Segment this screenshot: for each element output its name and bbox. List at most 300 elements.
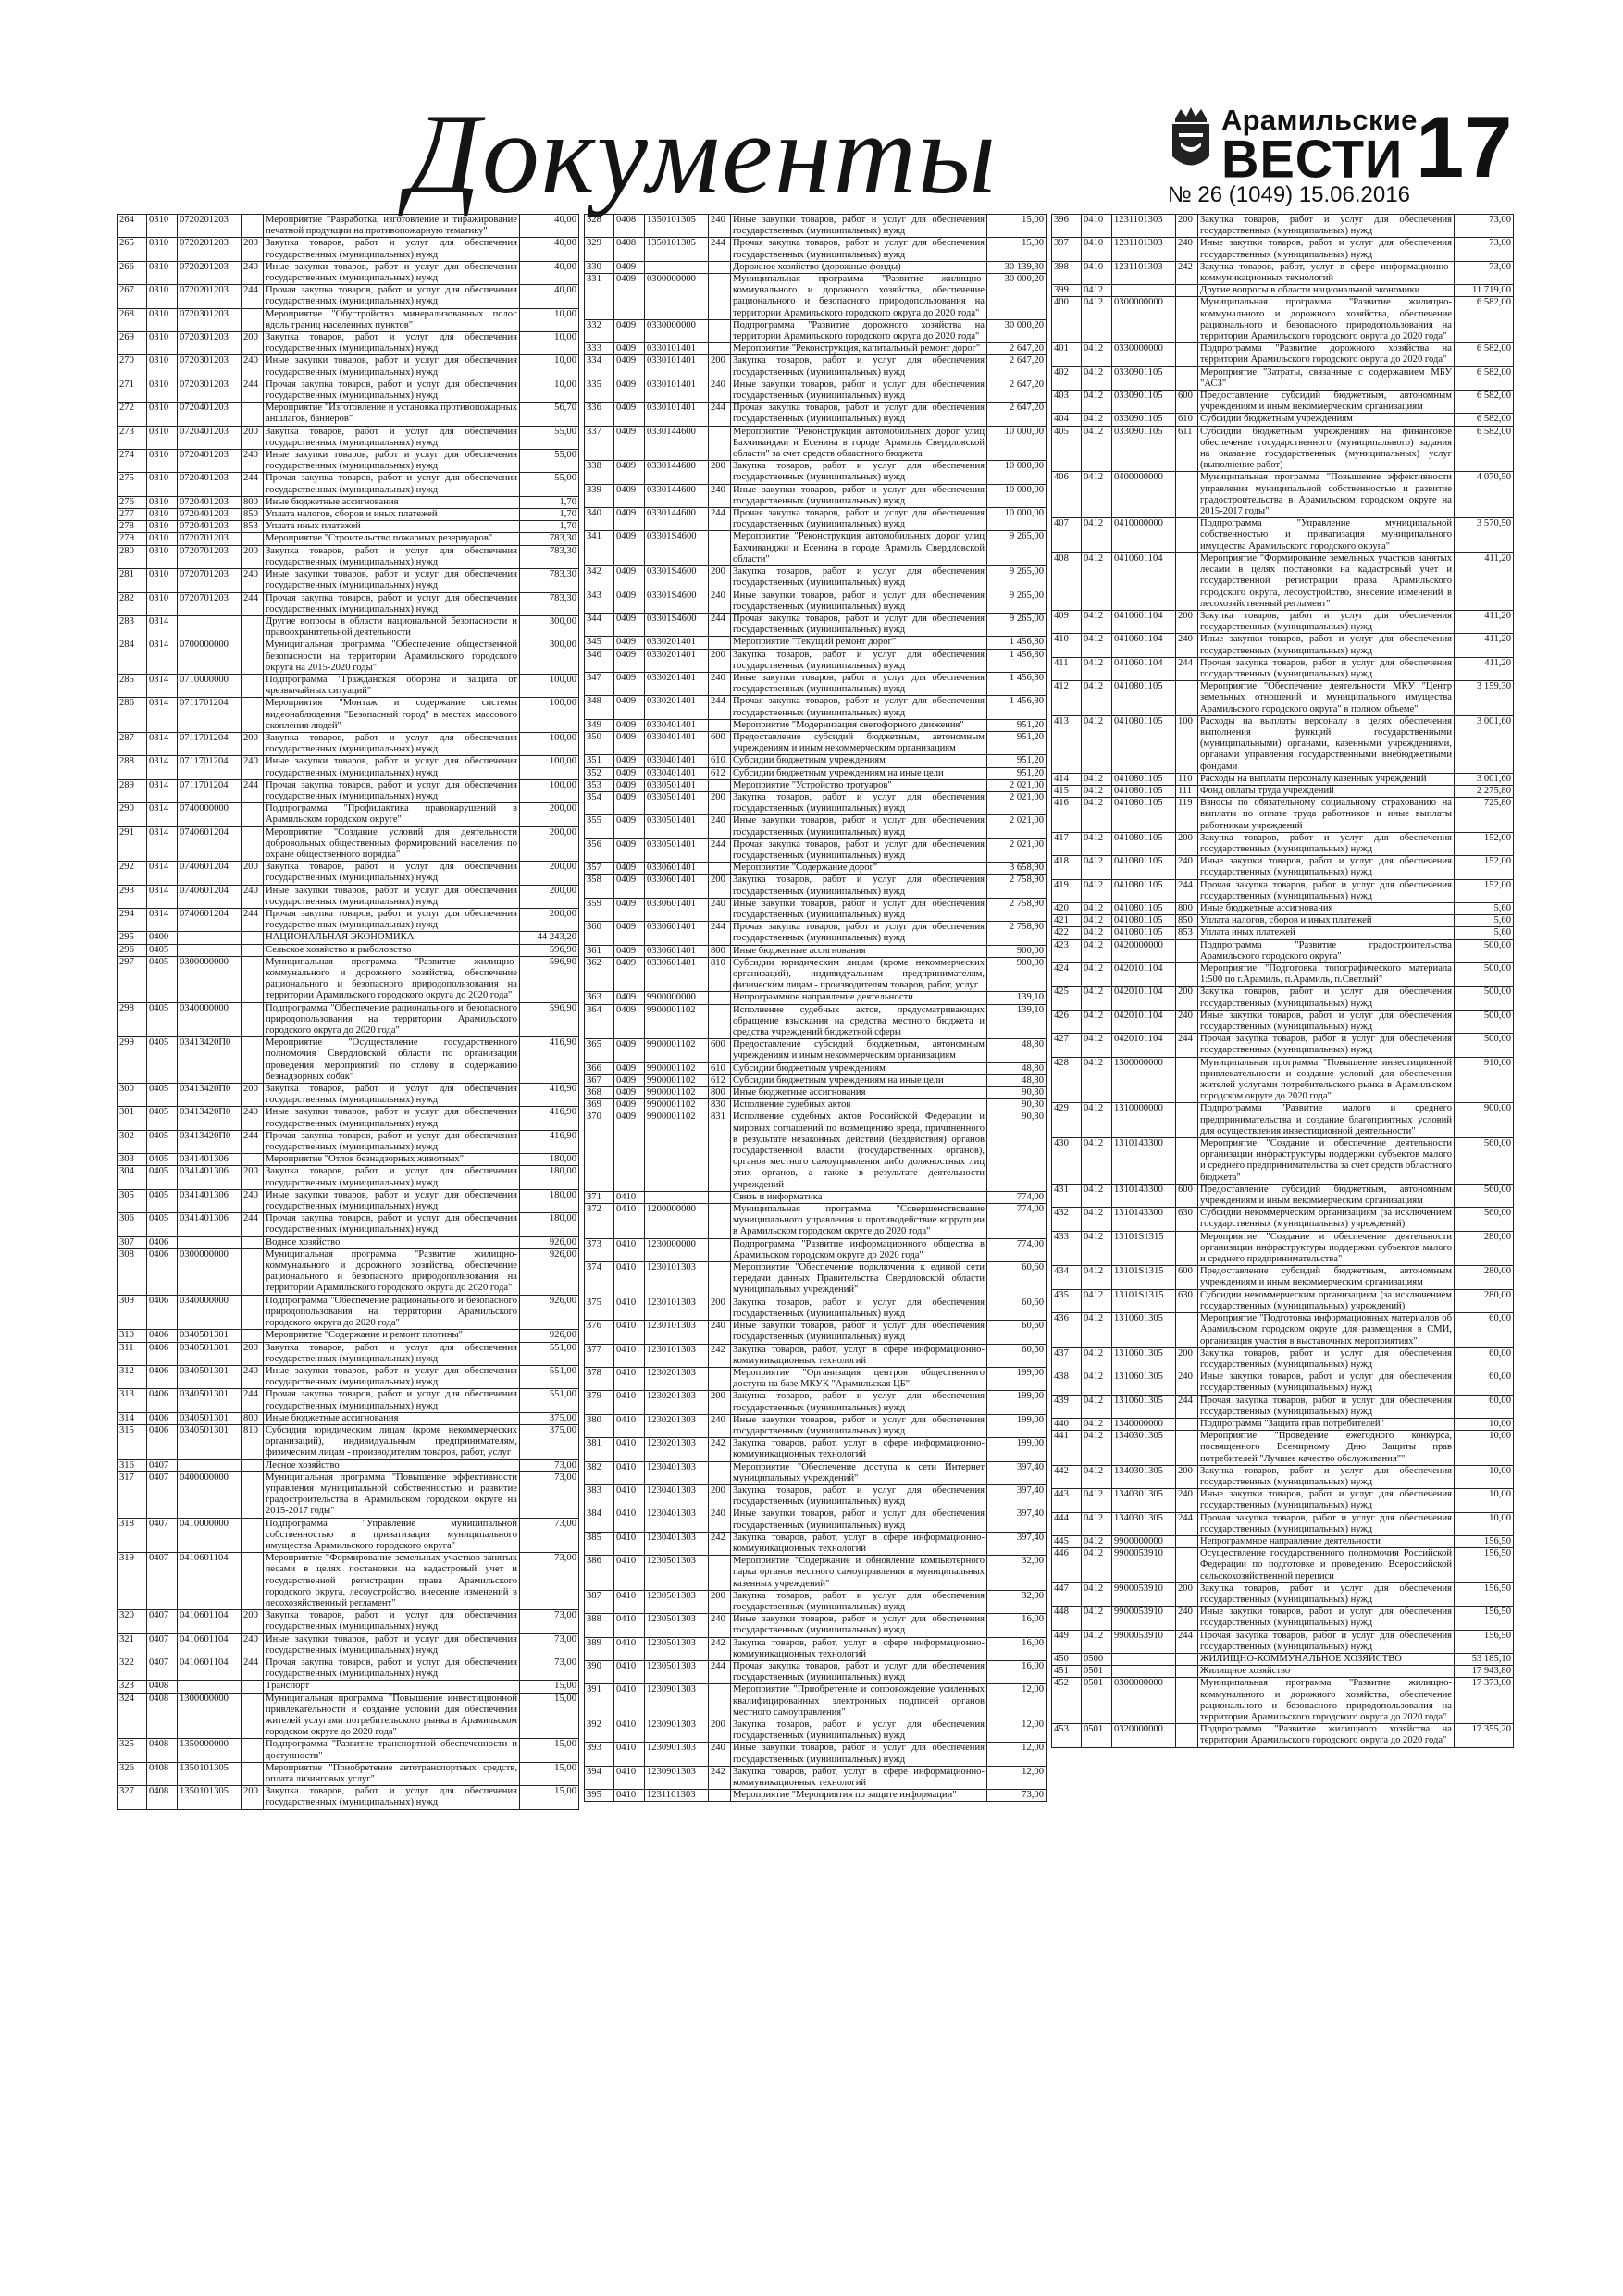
item-name: Закупка товаров, работ и услуг для обеспечения государственных (муниципальных) нужд — [1198, 610, 1455, 633]
expense-type — [242, 944, 264, 956]
item-name: Прочая закупка товаров, работ и услуг для обеспечения государственных (муниципальных) нужд — [731, 1660, 987, 1683]
table-row — [118, 1002, 579, 1037]
expense-type — [242, 615, 264, 639]
expense-type: 240 — [1176, 1489, 1198, 1512]
amount: 596,90 — [520, 956, 579, 1002]
target-code: 0330101401 — [645, 343, 709, 355]
item-name: Прочая закупка товаров, работ и услуг для обеспечения государственных (муниципальных) нужд — [1198, 879, 1455, 902]
section-code: 0314 — [147, 779, 178, 802]
table-row — [1052, 1489, 1514, 1512]
item-name: Субсидии некоммерческим организациям (за исключением государственных (муниципальных) учреждений) — [1198, 1208, 1455, 1231]
item-name: Иные закупки товаров, работ и услуг для обеспечения государственных (муниципальных) нужд — [264, 885, 520, 908]
item-name: Закупка товаров, работ, услуг в сфере информационно-коммуникационных технологий — [731, 1766, 987, 1789]
expense-type: 200 — [242, 1166, 264, 1189]
item-name: Закупка товаров, работ и услуг для обеспечения государственных (муниципальных) нужд — [1198, 1347, 1455, 1371]
section-code: 0409 — [614, 875, 645, 898]
table-row — [118, 1518, 579, 1553]
section-code: 0314 — [147, 639, 178, 675]
amount: 1,70 — [520, 496, 579, 508]
item-name: Закупка товаров, работ и услуг для обеспечения государственных (муниципальных) нужд — [264, 238, 520, 261]
expense-type — [1176, 1057, 1198, 1103]
target-code — [178, 1236, 242, 1248]
amount: 416,90 — [520, 1107, 579, 1130]
item-name: Мероприятие "Создание и обеспечение деятельности организации инфраструктуры поддержки субъектов малого и среднего предпринимательства за счет средств областного бюджета" — [1198, 1138, 1455, 1185]
section-code: 0409 — [614, 767, 645, 779]
amount: 926,00 — [520, 1295, 579, 1330]
section-code: 0410 — [1082, 261, 1112, 284]
amount: 10 000,00 — [987, 484, 1047, 507]
target-code: 1230501303 — [645, 1660, 709, 1683]
section-code: 0410 — [614, 1262, 645, 1297]
expense-type — [242, 1330, 264, 1342]
table-row — [1052, 1208, 1514, 1231]
item-name: Мероприятие "Формирование земельных участков занятых лесами в целях постановки на кадастровый учет и государственной регистрации права Арамильского городского округа, лесоустройство, внесение изменений в лесохозяйственный регламент" — [1198, 552, 1455, 610]
table-row — [118, 1330, 579, 1342]
target-code: 0330144600 — [645, 461, 709, 484]
section-code: 0412 — [1082, 987, 1112, 1010]
expense-type: 240 — [242, 1189, 264, 1212]
table-row — [585, 1191, 1047, 1203]
section-code: 0412 — [1082, 939, 1112, 962]
row-number: 385 — [585, 1532, 614, 1555]
table-row — [118, 1610, 579, 1633]
table-row — [1052, 657, 1514, 680]
row-number: 435 — [1052, 1289, 1082, 1312]
target-code: 0720701203 — [178, 545, 242, 568]
row-number: 284 — [118, 639, 147, 675]
amount: 44 243,20 — [520, 932, 579, 944]
expense-type — [242, 533, 264, 545]
item-name: Иные закупки товаров, работ и услуг для обеспечения государственных (муниципальных) нужд — [1198, 634, 1455, 657]
amount: 560,00 — [1455, 1138, 1514, 1185]
item-name: Закупка товаров, работ и услуг для обеспечения государственных (муниципальных) нужд — [731, 1590, 987, 1613]
expense-type — [242, 1553, 264, 1610]
expense-type: 244 — [242, 1657, 264, 1680]
section-code: 0409 — [614, 274, 645, 320]
table-row — [1052, 939, 1514, 962]
row-number: 296 — [118, 944, 147, 956]
table-row — [585, 613, 1047, 636]
row-number: 266 — [118, 261, 147, 284]
amount: 280,00 — [1455, 1289, 1514, 1312]
target-code: 0340000000 — [178, 1002, 242, 1037]
row-number: 417 — [1052, 832, 1082, 855]
amount: 17 355,20 — [1455, 1724, 1514, 1747]
section-code: 0410 — [614, 1684, 645, 1719]
target-code: 0720301203 — [178, 332, 242, 355]
section-code: 0412 — [1082, 1418, 1112, 1430]
expense-type: 810 — [242, 1424, 264, 1459]
target-code: 0330201401 — [645, 637, 709, 649]
section-code: 0410 — [614, 1484, 645, 1508]
section-code: 0408 — [147, 1762, 178, 1785]
section-code: 0412 — [1082, 902, 1112, 914]
item-name: Подпрограмма "Гражданская оборона и защита от чрезвычайных ситуаций" — [264, 674, 520, 697]
expense-type: 612 — [709, 1074, 731, 1086]
expense-type — [1176, 1231, 1198, 1266]
row-number: 354 — [585, 791, 614, 814]
table-row — [118, 908, 579, 931]
amount: 10,00 — [520, 332, 579, 355]
row-number: 264 — [118, 215, 147, 238]
section-code: 0412 — [1082, 1034, 1112, 1057]
amount: 73,00 — [520, 1471, 579, 1518]
row-number: 441 — [1052, 1431, 1082, 1466]
amount: 139,10 — [987, 1004, 1047, 1039]
expense-type — [1176, 1666, 1198, 1678]
amount: 926,00 — [520, 1248, 579, 1295]
amount: 411,20 — [1455, 657, 1514, 680]
row-number: 373 — [585, 1238, 614, 1261]
target-code: 1310000000 — [1112, 1103, 1176, 1138]
section-code: 0412 — [1082, 1010, 1112, 1033]
target-code: 0410601104 — [178, 1610, 242, 1633]
item-name: Жилищное хозяйство — [1198, 1666, 1455, 1678]
amount: 774,00 — [987, 1238, 1047, 1261]
item-name: Прочая закупка товаров, работ и услуг для обеспечения государственных (муниципальных) нужд — [731, 696, 987, 719]
table-row — [585, 1391, 1047, 1414]
table-row — [585, 922, 1047, 945]
amount: 397,40 — [987, 1532, 1047, 1555]
target-code: 0410601104 — [1112, 657, 1176, 680]
expense-type — [242, 639, 264, 675]
row-number: 446 — [1052, 1548, 1082, 1583]
table-row — [1052, 1057, 1514, 1103]
section-code: 0310 — [147, 521, 178, 533]
section-code: 0412 — [1082, 1607, 1112, 1630]
section-code: 0409 — [614, 1111, 645, 1191]
expense-type: 800 — [709, 945, 731, 957]
target-code: 1231101303 — [1112, 238, 1176, 261]
section-code: 0405 — [147, 1107, 178, 1130]
item-name: Уплата налогов, сборов и иных платежей — [1198, 915, 1455, 927]
table-row — [1052, 1371, 1514, 1395]
target-code: 1350101305 — [178, 1762, 242, 1785]
amount: 774,00 — [987, 1204, 1047, 1239]
target-code: 1230401303 — [645, 1532, 709, 1555]
expense-type: 850 — [242, 509, 264, 521]
item-name: Закупка товаров, работ и услуг для обеспечения государственных (муниципальных) нужд — [731, 355, 987, 379]
amount: 500,00 — [1455, 987, 1514, 1010]
table-row — [1052, 1431, 1514, 1466]
target-code: 1231101303 — [1112, 261, 1176, 284]
expense-type: 244 — [242, 473, 264, 496]
amount: 30 000,20 — [987, 274, 1047, 320]
expense-type: 240 — [1176, 238, 1198, 261]
expense-type — [709, 637, 731, 649]
section-code: 0406 — [147, 1424, 178, 1459]
item-name: Муниципальная программа "Совершенствование муниципального управления и противодействие коррупции в Арамильском городском округе до 2020 года" — [731, 1204, 987, 1239]
expense-type: 853 — [242, 521, 264, 533]
section-code: 0412 — [1082, 963, 1112, 987]
target-code: 0410000000 — [1112, 518, 1176, 553]
target-code: 1230101303 — [645, 1297, 709, 1320]
target-code: 0410801105 — [1112, 915, 1176, 927]
row-number: 330 — [585, 261, 614, 273]
table-row — [1052, 798, 1514, 833]
table-row — [585, 1461, 1047, 1484]
row-number: 422 — [1052, 927, 1082, 939]
amount: 152,00 — [1455, 879, 1514, 902]
item-name: Иные закупки товаров, работ и услуг для обеспечения государственных (муниципальных) нужд — [731, 215, 987, 238]
section-code: 0410 — [614, 1367, 645, 1390]
item-name: Подпрограмма "Управление муниципальной собственностью и приватизация муниципального имущества Арамильского городского округа" — [264, 1518, 520, 1553]
section-code: 0410 — [614, 1204, 645, 1239]
row-number: 433 — [1052, 1231, 1082, 1266]
item-name: Подпрограмма "Развитие жилищного хозяйства на территории Арамильского городского округа до 2020 года" — [1198, 1724, 1455, 1747]
target-code — [1112, 1653, 1176, 1665]
target-code: 0330144600 — [645, 508, 709, 531]
table-row — [118, 521, 579, 533]
amount: 411,20 — [1455, 552, 1514, 610]
expense-type — [242, 1037, 264, 1084]
row-number: 345 — [585, 637, 614, 649]
expense-type — [1176, 1103, 1198, 1138]
budget-table-column-2 — [584, 214, 1047, 1802]
expense-type: 240 — [709, 1321, 731, 1344]
amount: 2 647,20 — [987, 403, 1047, 426]
expense-type — [1176, 552, 1198, 610]
table-row — [118, 1365, 579, 1388]
row-number: 381 — [585, 1438, 614, 1461]
table-row — [585, 274, 1047, 320]
row-number: 340 — [585, 508, 614, 531]
table-row — [118, 1762, 579, 1785]
table-row — [118, 1189, 579, 1212]
amount: 12,00 — [987, 1766, 1047, 1789]
expense-type — [1176, 963, 1198, 987]
target-code: 0340000000 — [178, 1295, 242, 1330]
row-number: 319 — [118, 1553, 147, 1610]
amount: 199,00 — [987, 1391, 1047, 1414]
expense-type: 853 — [1176, 927, 1198, 939]
section-code: 0412 — [1082, 366, 1112, 390]
amount: 10,00 — [520, 308, 579, 331]
row-number: 344 — [585, 613, 614, 636]
target-code: 0420101104 — [1112, 987, 1176, 1010]
section-code: 0408 — [147, 1681, 178, 1693]
target-code: 1310601305 — [1112, 1395, 1176, 1418]
item-name: Прочая закупка товаров, работ и услуг для обеспечения государственных (муниципальных) нужд — [1198, 1630, 1455, 1653]
section-code: 0412 — [1082, 1057, 1112, 1103]
amount: 783,30 — [520, 545, 579, 568]
row-number: 315 — [118, 1424, 147, 1459]
expense-type: 240 — [1176, 1371, 1198, 1395]
target-code: 03413420П0 — [178, 1084, 242, 1107]
expense-type — [709, 992, 731, 1004]
row-number: 378 — [585, 1367, 614, 1390]
section-code: 0406 — [147, 1389, 178, 1412]
expense-type: 800 — [1176, 902, 1198, 914]
item-name: Муниципальная программа "Повышение эффективности управления муниципальной собственностью и развитие градостроительства в Арамильском городском округе на 2015-2017 годы" — [1198, 472, 1455, 518]
table-row — [585, 1766, 1047, 1789]
section-code: 0412 — [1082, 472, 1112, 518]
table-row — [1052, 1465, 1514, 1488]
item-name: Мероприятие "Создание и обеспечение деятельности организации инфраструктуры поддержки субъектов малого и среднего предпринимательства" — [1198, 1231, 1455, 1266]
section-code: 0409 — [614, 945, 645, 957]
target-code: 1230201303 — [645, 1367, 709, 1390]
row-number: 400 — [1052, 297, 1082, 343]
section-code: 0410 — [614, 1614, 645, 1637]
row-number: 268 — [118, 308, 147, 331]
section-code: 0409 — [614, 755, 645, 767]
target-code: 0330401401 — [645, 767, 709, 779]
row-number: 302 — [118, 1130, 147, 1153]
table-row — [1052, 472, 1514, 518]
amount: 926,00 — [520, 1236, 579, 1248]
table-row — [585, 590, 1047, 613]
section-code: 0405 — [147, 1154, 178, 1166]
item-name: Иные закупки товаров, работ и услуг для обеспечения государственных (муниципальных) нужд — [1198, 1010, 1455, 1033]
amount: 60,00 — [1455, 1371, 1514, 1395]
row-number: 411 — [1052, 657, 1082, 680]
expense-type — [1176, 343, 1198, 366]
item-name: Другие вопросы в области национальной безопасности и правоохранительной деятельности — [264, 615, 520, 639]
target-code: 0720201203 — [178, 261, 242, 284]
row-number: 453 — [1052, 1724, 1082, 1747]
amount: 2 758,90 — [987, 922, 1047, 945]
section-code: 0409 — [614, 696, 645, 719]
table-row — [1052, 1138, 1514, 1185]
item-name: Расходы на выплаты персоналу в целях обеспечения выполнения функций государственными (муниципальными) органами, казенными учреждениями, органами управления государственными внебюджетными фондами — [1198, 715, 1455, 773]
expense-type: 110 — [1176, 773, 1198, 785]
amount: 100,00 — [520, 674, 579, 697]
expense-type — [242, 308, 264, 331]
expense-type — [1176, 1653, 1198, 1665]
item-name: Иные закупки товаров, работ и услуг для обеспечения государственных (муниципальных) нужд — [1198, 1371, 1455, 1395]
row-number: 399 — [1052, 285, 1082, 297]
amount: 375,00 — [520, 1424, 579, 1459]
row-number: 374 — [585, 1262, 614, 1297]
amount: 152,00 — [1455, 832, 1514, 855]
row-number: 308 — [118, 1248, 147, 1295]
expense-type: 244 — [709, 838, 731, 862]
table-row — [585, 1087, 1047, 1099]
table-row — [1052, 1512, 1514, 1535]
target-code: 9900001102 — [645, 1004, 709, 1039]
item-name: Мероприятие "Реконструкция автомобильных дорог улиц Бахчиванджи и Есенина в городе Арамиль Свердловской области" — [731, 531, 987, 566]
section-code: 0501 — [1082, 1678, 1112, 1724]
table-row — [118, 1786, 579, 1809]
expense-type: 240 — [709, 898, 731, 921]
row-number: 304 — [118, 1166, 147, 1189]
target-code: 0330601401 — [645, 898, 709, 921]
item-name: Мероприятие "Модернизация светофорного движения" — [731, 719, 987, 731]
expense-type — [709, 1238, 731, 1261]
row-number: 360 — [585, 922, 614, 945]
row-number: 336 — [585, 403, 614, 426]
item-name: Мероприятие "Разработка, изготовление и тиражирование печатной продукции на противопожарную тематику" — [264, 215, 520, 238]
expense-type — [242, 1762, 264, 1785]
item-name: Закупка товаров, работ и услуг для обеспечения государственных (муниципальных) нужд — [731, 649, 987, 672]
amount: 900,00 — [1455, 1103, 1514, 1138]
row-number: 448 — [1052, 1607, 1082, 1630]
amount: 2 647,20 — [987, 343, 1047, 355]
target-code: 1230401303 — [645, 1484, 709, 1508]
item-name: Иные закупки товаров, работ и услуг для обеспечения государственных (муниципальных) нужд — [264, 1107, 520, 1130]
row-number: 267 — [118, 285, 147, 308]
table-row — [1052, 610, 1514, 633]
expense-type: 200 — [709, 1590, 731, 1613]
table-row — [118, 1553, 579, 1610]
target-code: 03301S4600 — [645, 531, 709, 566]
amount: 951,20 — [987, 731, 1047, 754]
table-row — [1052, 1184, 1514, 1207]
row-number: 388 — [585, 1614, 614, 1637]
section-code: 0310 — [147, 308, 178, 331]
item-name: Иные закупки товаров, работ и услуг для обеспечения государственных (муниципальных) нужд — [264, 450, 520, 473]
amount: 15,00 — [520, 1681, 579, 1693]
item-name: Расходы на выплаты персоналу казенных учреждений — [1198, 773, 1455, 785]
row-number: 270 — [118, 355, 147, 379]
row-number: 288 — [118, 756, 147, 779]
item-name: Прочая закупка товаров, работ и услуг для обеспечения государственных (муниципальных) нужд — [731, 922, 987, 945]
amount: 783,30 — [520, 592, 579, 615]
budget-table-column-3 — [1051, 214, 1514, 1748]
item-name: Мероприятие "Содержание дорог" — [731, 863, 987, 875]
row-number: 352 — [585, 767, 614, 779]
expense-type: 600 — [1176, 391, 1198, 414]
item-name: НАЦИОНАЛЬНАЯ ЭКОНОМИКА — [264, 932, 520, 944]
row-number: 286 — [118, 698, 147, 733]
expense-type — [242, 826, 264, 862]
target-code: 0410601104 — [1112, 634, 1176, 657]
amount: 1 456,80 — [987, 696, 1047, 719]
table-row — [1052, 1548, 1514, 1583]
row-number: 307 — [118, 1236, 147, 1248]
row-number: 356 — [585, 838, 614, 862]
expense-type — [709, 1204, 731, 1239]
item-name: Субсидии бюджетным учреждениям — [731, 1062, 987, 1074]
amount: 156,50 — [1455, 1535, 1514, 1547]
table-row — [1052, 987, 1514, 1010]
table-row — [1052, 963, 1514, 987]
expense-type — [709, 1004, 731, 1039]
target-code: 0740000000 — [178, 803, 242, 826]
row-number: 428 — [1052, 1057, 1082, 1103]
item-name: Закупка товаров, работ и услуг для обеспечения государственных (муниципальных) нужд — [264, 732, 520, 755]
section-code: 0314 — [147, 674, 178, 697]
expense-type: 630 — [1176, 1289, 1198, 1312]
row-number: 351 — [585, 755, 614, 767]
section-code: 0409 — [614, 1062, 645, 1074]
expense-type: 800 — [242, 1412, 264, 1424]
target-code: 0330501401 — [645, 838, 709, 862]
table-row — [1052, 552, 1514, 610]
target-code: 0720401203 — [178, 496, 242, 508]
expense-type: 244 — [1176, 1512, 1198, 1535]
table-row — [118, 1295, 579, 1330]
item-name: Прочая закупка товаров, работ и услуг для обеспечения государственных (муниципальных) нужд — [264, 908, 520, 931]
table-row — [1052, 1653, 1514, 1665]
expense-type — [709, 863, 731, 875]
amount: 40,00 — [520, 285, 579, 308]
table-row — [585, 779, 1047, 791]
expense-type — [709, 1790, 731, 1802]
section-code: 0412 — [1082, 1582, 1112, 1606]
amount: 1,70 — [520, 509, 579, 521]
item-name: Мероприятие "Подготовка топографического материала 1:500 по г.Арамиль, п.Арамиль, п.Светлый" — [1198, 963, 1455, 987]
amount: 156,50 — [1455, 1582, 1514, 1606]
item-name: Иные закупки товаров, работ и услуг для обеспечения государственных (муниципальных) нужд — [264, 1365, 520, 1388]
table-row — [118, 1424, 579, 1459]
table-row — [585, 719, 1047, 731]
target-code: 0330901105 — [1112, 414, 1176, 426]
row-number: 314 — [118, 1412, 147, 1424]
target-code: 1230000000 — [645, 1238, 709, 1261]
row-number: 440 — [1052, 1418, 1082, 1430]
target-code: 1350000000 — [178, 1739, 242, 1762]
